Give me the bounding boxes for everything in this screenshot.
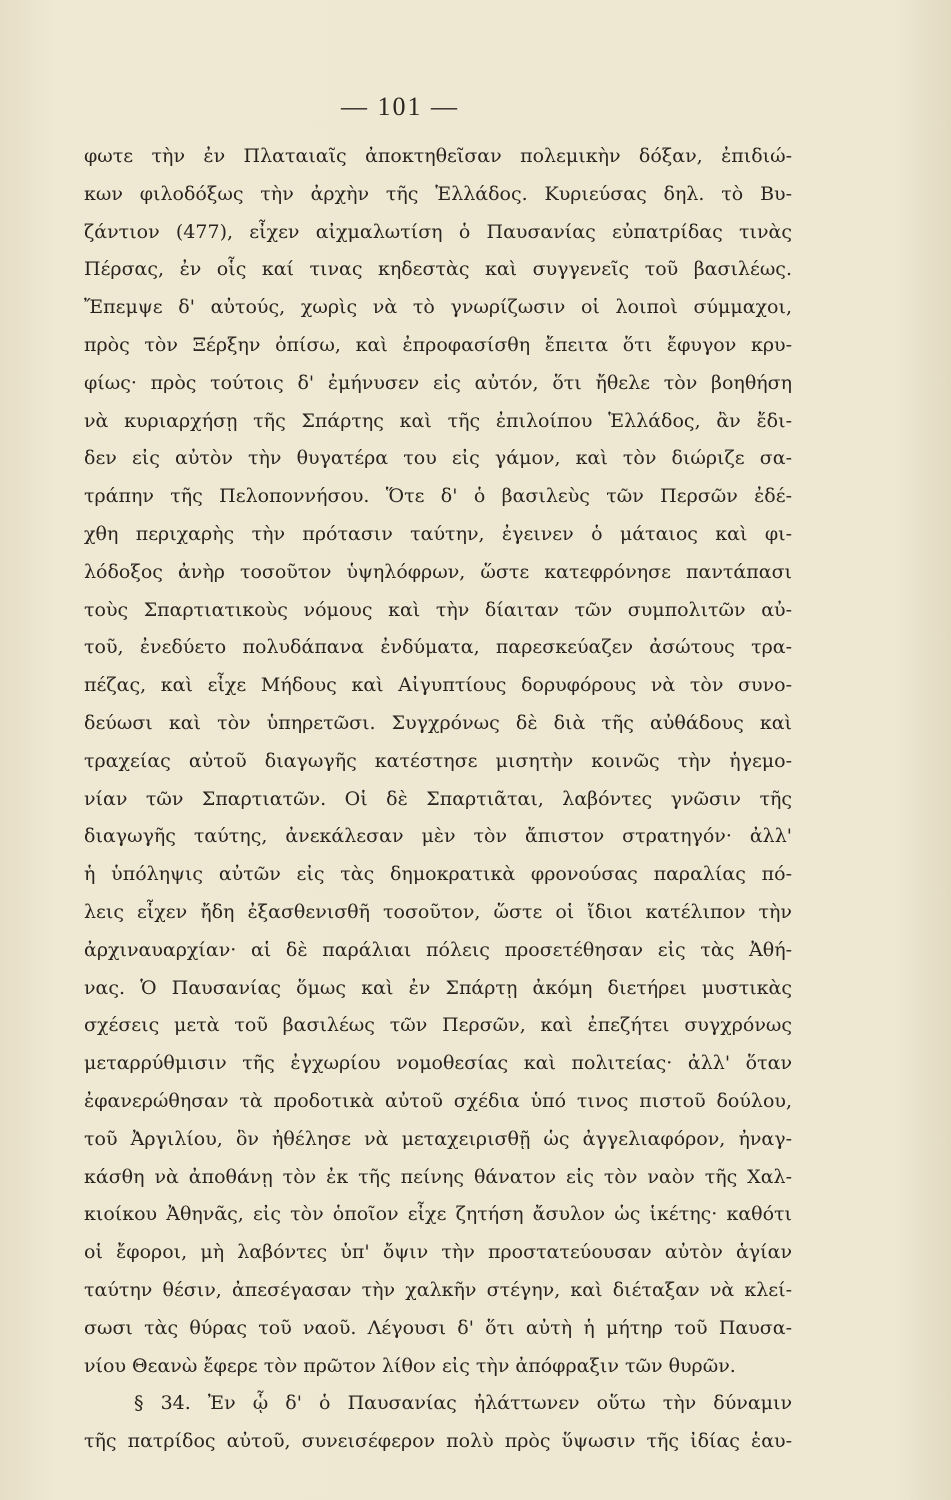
page-text <box>84 138 792 1461</box>
text-line: κων φιλοδόξως τὴν ἀρχὴν τῆς Ἑλλάδος. Κυριεύσας δηλ. τὸ Βυ- <box>84 182 792 205</box>
text-line: νας. Ὁ Παυσανίας ὅμως καὶ ἐν Σπάρτῃ ἀκόμη διετήρει μυστικὰς <box>84 976 792 999</box>
text-line: φωτε τὴν ἐν Πλαταιαῖς ἀποκτηθεῖσαν πολεμικὴν δόξαν, ἐπιδιώ- <box>84 145 792 167</box>
text-line: δεν εἰς αὐτὸν τὴν θυγατέρα του εἰς γάμον, καὶ τὸν διώριζε σα- <box>84 447 792 470</box>
text-line: λεις εἶχεν ἤδη ἐξασθενισθῆ τοσοῦτον, ὥστε οἱ ἴδιοι κατέλιπον τὴν <box>84 900 792 923</box>
text-line: τοὺς Σπαρτιατικοὺς νόμους καὶ τὴν δίαιταν τῶν συμπολιτῶν αὐ- <box>84 598 792 621</box>
text-line: νίου Θεανὼ ἔφερε τὸν πρῶτον λίθον εἰς τὴν ἀπόφραξιν τῶν θυρῶν. <box>84 1354 736 1377</box>
text-line: ἡ ὑπόληψις αὐτῶν εἰς τὰς δημοκρατικὰ φρονούσας παραλίας πό- <box>84 863 792 886</box>
page-number: — 101 — <box>341 92 459 121</box>
text-line: φίως· πρὸς τούτοις δ' ἐμήνυσεν εἰς αὐτόν, ὅτι ἤθελε τὸν βοηθήση <box>84 371 792 394</box>
text-line: πρὸς τὸν Ξέρξην ὀπίσω, καὶ ἐπροφασίσθη ἔπειτα ὅτι ἔφυγον κρυ- <box>84 333 792 356</box>
text-line: μεταρρύθμισιν τῆς ἐγχωρίου νομοθεσίας καὶ πολιτείας· ἀλλ' ὅταν <box>84 1052 792 1075</box>
text-line: δεύωσι καὶ τὸν ὑπηρετῶσι. Συγχρόνως δὲ διὰ τῆς αὐθάδους καὶ <box>84 711 792 734</box>
text-line: κάσθη νὰ ἀποθάνῃ τὸν ἐκ τῆς πείνης θάνατον εἰς τὸν ναὸν τῆς Χαλ- <box>84 1165 792 1188</box>
text-line: νίαν τῶν Σπαρτιατῶν. Οἱ δὲ Σπαρτιᾶται, λαβόντες γνῶσιν τῆς <box>84 787 792 810</box>
text-line: τράπην τῆς Πελοποννήσου. Ὅτε δ' ὁ βασιλεὺς τῶν Περσῶν ἐδέ- <box>84 485 792 508</box>
text-line: σχέσεις μετὰ τοῦ βασιλέως τῶν Περσῶν, καὶ ἐπεζήτει συγχρόνως <box>84 1014 792 1037</box>
text-line: χθη περιχαρὴς τὴν πρότασιν ταύτην, ἐγεινεν ὁ μάταιος καὶ φι- <box>84 522 792 545</box>
text-line: ἐφανερώθησαν τὰ προδοτικὰ αὐτοῦ σχέδια ὑπό τινος πιστοῦ δούλου, <box>84 1089 792 1112</box>
text-line: Πέρσας, ἐν οἷς καί τινας κηδεστὰς καὶ συγγενεῖς τοῦ βασιλέως. <box>84 258 792 281</box>
text-line: τῆς πατρίδος αὐτοῦ, συνεισέφερον πολὺ πρὸς ὕψωσιν τῆς ἰδίας ἑαυ- <box>84 1430 792 1453</box>
section-heading-line: § 34. Ἐν ᾧ δ' ὁ Παυσανίας ἠλάττωνεν οὕτω τὴν δύναμιν <box>134 1392 792 1415</box>
text-line: διαγωγῆς ταύτης, ἀνεκάλεσαν μὲν τὸν ἄπιστον στρατηγόν· ἀλλ' <box>84 825 792 848</box>
text-line: πέζας, καὶ εἶχε Μήδους καὶ Αἰγυπτίους δορυφόρους νὰ τὸν συνο- <box>84 674 792 697</box>
text-line: ζάντιον (477), εἶχεν αἰχμαλωτίση ὁ Παυσανίας εὐπατρίδας τινὰς <box>84 220 792 243</box>
text-line: λόδοξος ἀνὴρ τοσοῦτον ὑψηλόφρων, ὥστε κατεφρόνησε παντάπασι <box>84 560 792 583</box>
text-line: νὰ κυριαρχήσῃ τῆς Σπάρτης καὶ τῆς ἐπιλοίπου Ἑλλάδος, ἂν ἔδι- <box>84 409 792 432</box>
text-line: ἀρχιναυαρχίαν· αἱ δὲ παράλιαι πόλεις προσετέθησαν εἰς τὰς Ἀθή- <box>84 938 792 961</box>
text-line: σωσι τὰς θύρας τοῦ ναοῦ. Λέγουσι δ' ὅτι αὐτὴ ἡ μήτηρ τοῦ Παυσα- <box>84 1316 792 1339</box>
text-line: τοῦ, ἐνεδύετο πολυδάπανα ἐνδύματα, παρεσκεύαζεν ἀσώτους τρα- <box>84 636 792 659</box>
text-line: τοῦ Ἀργιλίου, ὃν ἠθέλησε νὰ μεταχειρισθῇ ὡς ἀγγελιαφόρον, ἠναγ- <box>84 1127 792 1150</box>
text-line: οἱ ἔφοροι, μὴ λαβόντες ὑπ' ὄψιν τὴν προστατεύουσαν αὐτὸν ἁγίαν <box>84 1241 792 1264</box>
text-line: ταύτην θέσιν, ἀπεσέγασαν τὴν χαλκῆν στέγην, καὶ διέταξαν νὰ κλεί- <box>84 1278 792 1301</box>
text-line: τραχείας αὐτοῦ διαγωγῆς κατέστησε μισητὴν κοινῶς τὴν ἡγεμο- <box>84 749 792 772</box>
text-line: Ἔπεμψε δ' αὐτούς, χωρὶς νὰ τὸ γνωρίζωσιν οἱ λοιποὶ σύμμαχοι, <box>84 296 792 319</box>
text-line: κιοίκου Ἀθηνᾶς, εἰς τὸν ὁποῖον εἶχε ζητήση ἄσυλον ὡς ἱκέτης· καθότι <box>84 1203 792 1226</box>
